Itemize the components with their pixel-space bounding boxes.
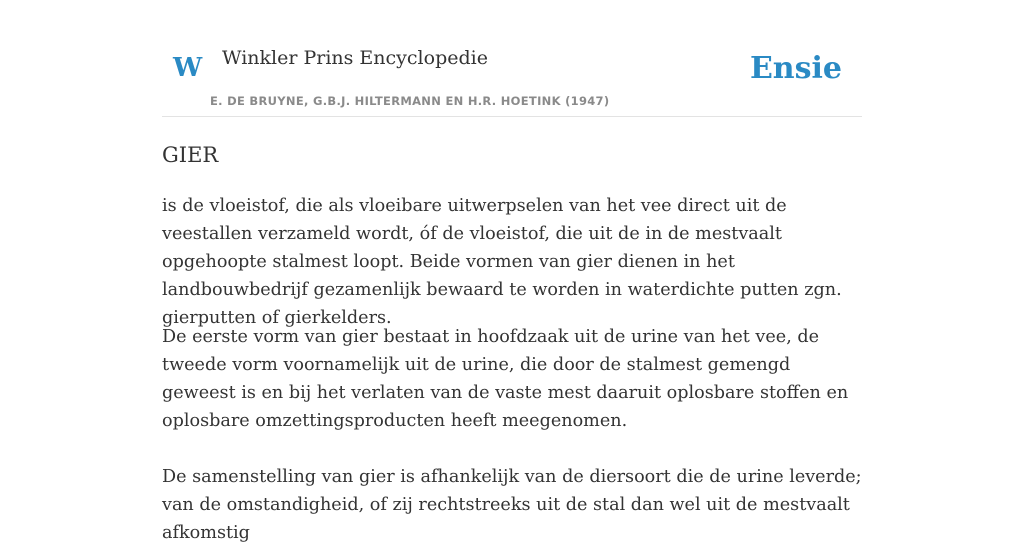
book-authors: E. DE BRUYNE, G.B.J. HILTERMANN EN H.R. HOETINK (1947)	[210, 94, 610, 108]
winkler-prins-logo[interactable]: W	[173, 53, 203, 83]
entry-paragraph-3: De samenstelling van gier is afhankelijk van de diersoort die de urine leverde; van de omstandigheid, of zij rechtstreeks uit de stal dan wel uit de mestvaalt afkomstig	[162, 467, 862, 543]
ensie-logo-link[interactable]: Ensie	[749, 51, 842, 86]
page-content	[162, 0, 862, 543]
book-title[interactable]: Winkler Prins Encyclopedie	[222, 47, 488, 69]
header	[162, 0, 862, 117]
entry-paragraph-1: is de vloeistof, die als vloeibare uitwerpselen van het vee direct uit de veestallen verzameld wordt, óf de vloeistof, die uit de in de mestvaalt opgehoopte stalmest loopt. Beide vormen van gier dienen in het landbouwbedrijf gezamenlijk bewaard te worden in waterdichte putten zgn. gierputten of gierkelders.	[162, 196, 842, 328]
entry-title: GIER	[162, 143, 219, 167]
entry-paragraph-2: De eerste vorm van gier bestaat in hoofdzaak uit de urine van het vee, de tweede vorm voornamelijk uit de urine, die door de stalmest gemengd geweest is en bij het verlaten van de vaste mest daaruit oplosbare stoffen en oplosbare omzettingsproducten heeft meegenomen.	[162, 327, 849, 431]
